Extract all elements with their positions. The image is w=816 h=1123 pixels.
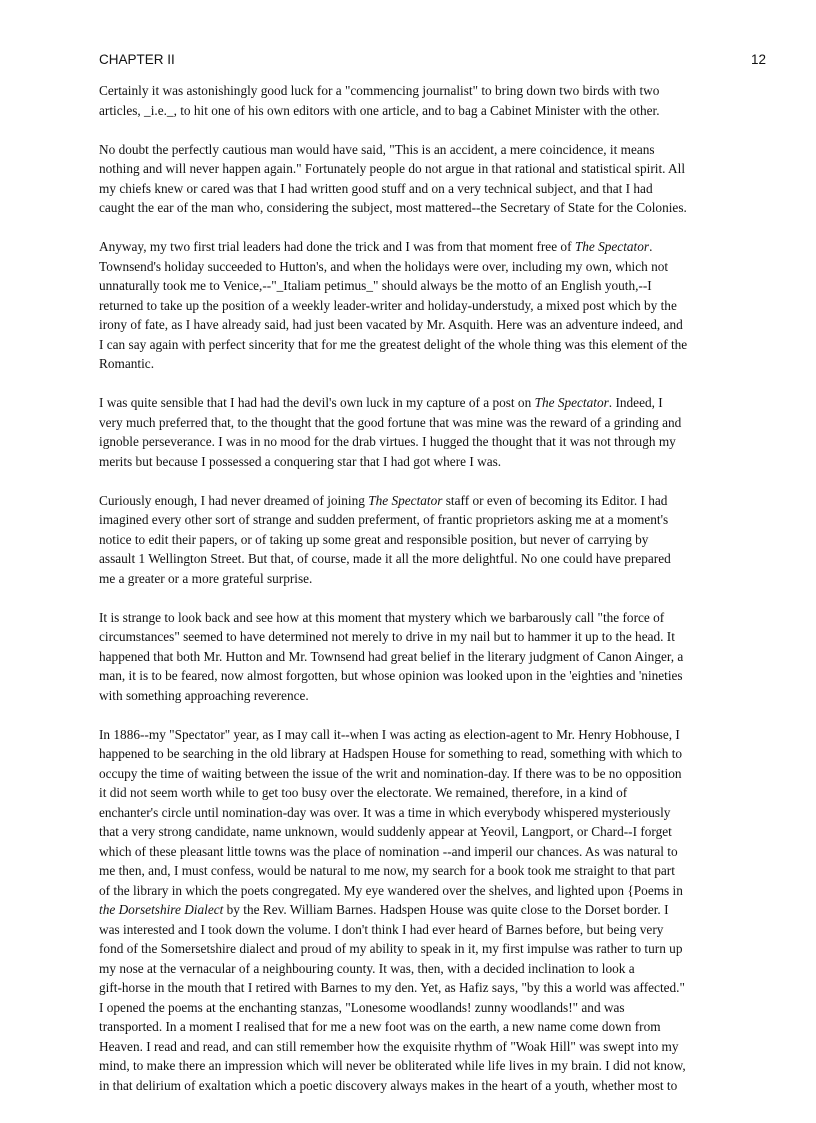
text-line: was interested and I took down the volume. I don't think I had ever heard of Barnes before, but being very (99, 921, 664, 937)
text-line: of the library in which the poets congregated. My eye wandered over the shelves, and lighted upon {Poems in (99, 882, 683, 898)
text-line: Townsend's holiday succeeded to Hutton's, and when the holidays were over, including my own, which not (99, 258, 669, 274)
text-line: that a very strong candidate, name unknown, would suddenly appear at Yeovil, Langport, or Chard--I forget (99, 824, 672, 839)
text-line: It is strange to look back and see how at this moment that mystery which we barbarously call "the force of (99, 609, 665, 625)
paragraph (99, 237, 767, 374)
text-line: very much preferred that, to the thought that the good fortune that was mine was the reward of a grinding and (99, 414, 682, 430)
paragraph (99, 81, 767, 120)
text-line: No doubt the perfectly cautious man would have said, "This is an accident, a mere coincidence, it means (99, 141, 655, 157)
text-line: irony of fate, as I have already said, had just been vacated by Mr. Asquith. Here was an adventure indeed, and (99, 317, 683, 332)
page-header (99, 52, 766, 67)
text-line: Curiously enough, I had never dreamed of joining The Spectator staff or even of becoming its Editor. I had (99, 492, 668, 508)
text-line: notice to edit their papers, or of taking up some great and responsible position, but never of carrying by (99, 531, 649, 547)
text-line: in that delirium of exaltation which a poetic discovery always makes in the heart of a youth, whether most to (99, 1077, 678, 1093)
text-line: fond of the Somersetshire dialect and proud of my ability to speak in it, my first impulse was rather to turn up (99, 941, 683, 956)
text-line: I was quite sensible that I had had the devil's own luck in my capture of a post on The Spectator. Indeed, I (99, 395, 663, 410)
text-line: my chiefs knew or cared was that I had written good stuff and on a very technical subject, and that I had (99, 180, 653, 196)
text-line: happened that both Mr. Hutton and Mr. Townsend had great belief in the literary judgment of Canon Ainger, a (99, 648, 684, 664)
text-line: me a greater or a more grateful surprise. (99, 570, 313, 586)
body-text (99, 81, 767, 1095)
text-line: returned to take up the position of a weekly leader-writer and holiday-understudy, a mixed post which by the (99, 297, 677, 313)
text-line: happened to be searching in the old library at Hadspen House for something to read, something with which to (99, 746, 683, 761)
text-line: Heaven. I read and read, and can still remember how the exquisite rhythm of "Woak Hill" was swept into my (99, 1038, 679, 1054)
paragraph (99, 725, 767, 1096)
text-line: ignoble perseverance. I was in no mood for the drab virtues. I hugged the thought that it was not through my (99, 434, 676, 449)
paragraph (99, 393, 767, 471)
text-line: Anyway, my two first trial leaders had done the trick and I was from that moment free of The Spectator. (99, 239, 653, 254)
text-line: Romantic. (99, 356, 155, 371)
text-line: circumstances" seemed to have determined not merely to drive in my nail but to hammer it up to the head. It (99, 629, 675, 644)
text-line: imagined every other sort of strange and sudden preferment, of frantic proprietors asking me at a moment's (99, 512, 669, 527)
text-line: with something approaching reverence. (99, 687, 309, 703)
text-line: merits but because I possessed a conquering star that I had got where I was. (99, 453, 502, 469)
chapter-heading: CHAPTER II (99, 52, 175, 67)
text-line: transported. In a moment I realised that for me a new foot was on the earth, a new name come down from (99, 1019, 661, 1034)
text-line: In 1886--my "Spectator" year, as I may call it--when I was acting as election-agent to Mr. Henry Hobhouse, I (99, 726, 680, 742)
paragraph (99, 608, 767, 706)
text-line: man, it is to be feared, now almost forgotten, but whose opinion was looked upon in the 'eighties and 'nineties (99, 668, 683, 683)
text-line: my nose at the vernacular of a neighbouring county. It was, then, with a decided inclination to look a (99, 960, 635, 976)
text-line: Certainly it was astonishingly good luck for a "commencing journalist" to bring down two birds with two (99, 83, 660, 98)
text-line: me then, and, I must confess, would be natural to me now, my search for a book took me straight to that part (99, 863, 675, 878)
text-line: occupy the time of waiting between the issue of the writ and nomination-day. If there was to be no opposition (99, 765, 682, 781)
text-line: I can say again with perfect sincerity that for me the greatest delight of the whole thing was this element of the (99, 336, 688, 352)
text-line: mind, to make there an impression which will never be obliterated while life lives in my brain. I did not know, (99, 1058, 686, 1073)
text-line: gift-horse in the mouth that I retired with Barnes to my den. Yet, as Hafiz says, "by this a world was affected." (99, 980, 685, 995)
text-line: it did not seem worth while to get too busy over the electorate. We remained, therefore, in a kind of (99, 785, 628, 800)
text-line: unnaturally took me to Venice,--"_Italiam petimus_" should always be the motto of an English youth,--I (99, 278, 652, 293)
page-number: 12 (750, 52, 766, 67)
text-line: I opened the poems at the enchanting stanzas, "Lonesome woodlands! zunny woodlands!" and was (99, 999, 625, 1015)
text-line: nothing and will never happen again." Fortunately people do not argue in that rational and statistical spirit. All (99, 161, 686, 176)
text-line: caught the ear of the man who, considering the subject, most mattered--the Secretary of State for the Colonies. (99, 200, 687, 215)
text-line: which of these pleasant little towns was the place of nomination --and imperil our chances. As was natural to (99, 843, 678, 859)
text-line: enchanter's circle until nomination-day was over. It was a time in which everybody whispered mysteriously (99, 804, 671, 820)
paragraph (99, 491, 767, 589)
text-line: articles, _i.e._, to hit one of his own editors with one article, and to bag a Cabinet Minister with the other. (99, 102, 660, 118)
text-line: the Dorsetshire Dialect by the Rev. William Barnes. Hadspen House was quite close to the Dorset border. I (99, 902, 669, 917)
text-line: assault 1 Wellington Street. But that, of course, made it all the more delightful. No one could have prepared (99, 551, 671, 566)
paragraph (99, 140, 767, 218)
